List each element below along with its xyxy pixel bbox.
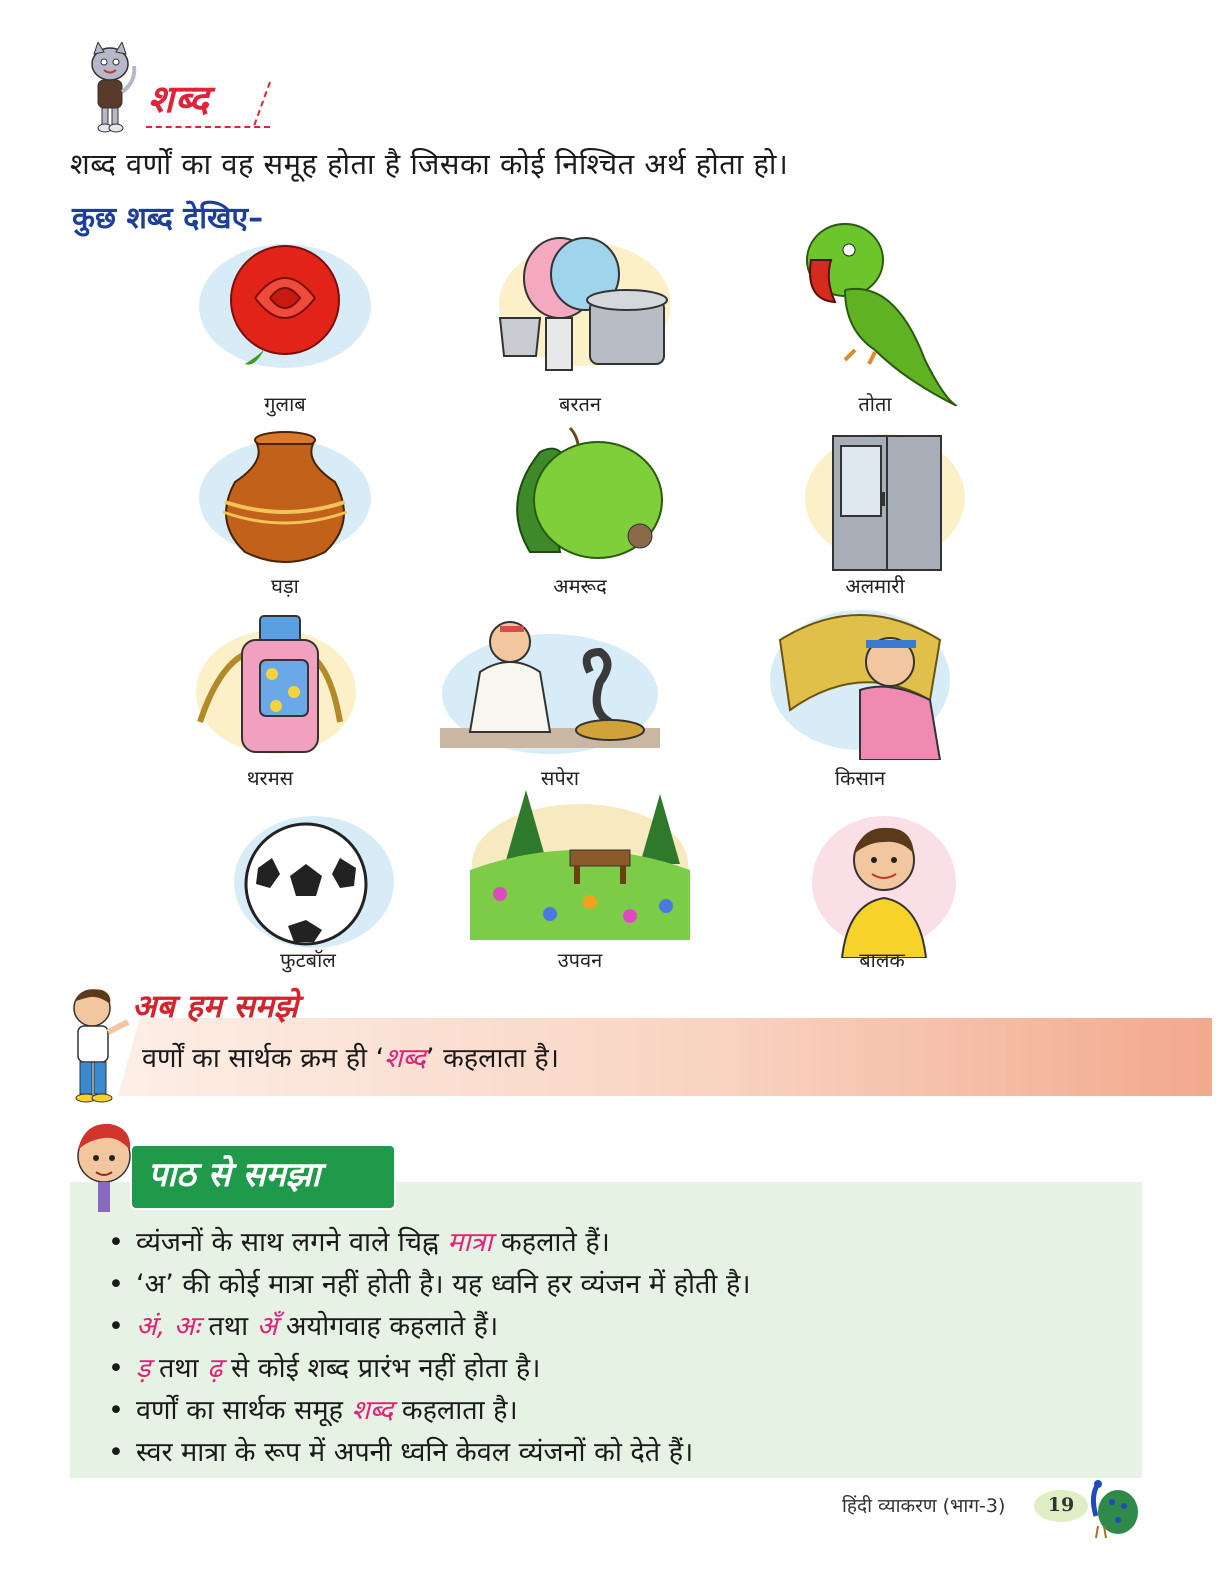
lesson-heading: पाठ से समझा [148,1155,321,1195]
heading-slash-decoration [250,80,274,128]
cat-mascot-icon [78,42,142,134]
statement-text: वर्णों का सार्थक क्रम ही ‘ [142,1043,385,1074]
utensils-icon [490,228,670,378]
word-card-garden [470,790,690,980]
rose-icon [195,228,375,378]
lesson-bullet [108,1432,693,1469]
word-label: तोता [858,392,892,416]
bullet-dot: • [108,1227,124,1258]
peacock-icon [1082,1476,1140,1540]
understand-statement [142,1038,559,1075]
boy-icon [792,808,972,958]
word-label: थरमस [246,766,294,790]
clay-pot-icon [195,422,375,572]
bullet-dot: • [108,1311,124,1342]
football-icon [218,808,398,958]
bullet-highlight: अँ [256,1311,278,1342]
bullet-highlight: मात्रा [447,1227,493,1258]
word-card-utensils [470,228,690,418]
thermos-icon [180,612,360,762]
section-heading: शब्द [148,77,210,121]
word-card-farmer [750,600,970,790]
garden-icon [470,790,690,940]
lesson-bullet [108,1390,518,1427]
bullet-dot: • [108,1353,124,1384]
examples-subheading: कुछ शब्द देखिए– [72,201,264,236]
cupboard-icon [785,422,965,572]
bullet-dot: • [108,1437,124,1468]
snake-charmer-icon [440,612,660,762]
word-card-guava [470,422,690,612]
bullet-text: ‘अ’ की कोई मात्रा नहीं होती है। यह ध्वनि हर व्यंजन में होती है। [136,1269,751,1300]
lesson-bullet [108,1264,751,1301]
bullet-highlight: ढ़ [207,1353,223,1384]
bullet-dot: • [108,1269,124,1300]
guava-icon [490,422,670,572]
bullet-text: व्यंजनों के साथ लगने वाले चिह्न [136,1227,448,1258]
lesson-bullet [108,1348,540,1385]
bullet-highlight: ड़ [136,1353,151,1384]
word-card-cupboard [765,422,985,612]
word-label: किसान [834,766,886,790]
page-number: 19 [1047,1494,1075,1516]
book-title: हिंदी व्याकरण (भाग-3) [842,1495,1006,1517]
statement-highlight: शब्द [384,1043,426,1074]
word-label: बरतन [558,392,602,416]
bullet-text: अयोगवाह कहलाते हैं। [277,1311,499,1342]
word-card-parrot [765,210,985,416]
word-label: बालक [859,948,905,972]
parrot-icon [785,210,965,406]
word-card-boy [772,808,992,998]
word-card-snake-charmer [450,612,670,802]
kid-pointing-icon [62,984,132,1104]
bullet-text: तथा [150,1353,208,1384]
word-label: सपेरा [540,766,580,790]
word-card-rose [175,228,395,418]
bullet-text: से कोई शब्द प्रारंभ नहीं होता है। [222,1353,541,1384]
statement-text: ’ कहलाता है। [425,1043,559,1074]
word-card-football [198,808,418,998]
bullet-text: कहलाते हैं। [492,1227,610,1258]
word-label: अलमारी [845,574,905,598]
bullet-highlight: शब्द [351,1395,394,1426]
understand-heading: अब हम समझे [132,987,299,1025]
word-label: फुटबॉल [280,948,336,972]
bullet-dot: • [108,1395,124,1426]
word-label: घड़ा [271,574,299,598]
bullet-text: तथा [199,1311,257,1342]
lesson-bullet [108,1222,610,1259]
word-card-thermos [160,612,380,802]
bullet-highlight: अं, अः [136,1311,200,1342]
lesson-bullet [108,1306,498,1343]
bullet-text: स्वर मात्रा के रूप में अपनी ध्वनि केवल व्यंजनों को देते हैं। [136,1437,694,1468]
farmer-icon [770,600,950,760]
bullet-text: कहलाता है। [393,1395,518,1426]
definition-text: शब्द वर्णों का वह समूह होता है जिसका कोई निश्चित अर्थ होता हो। [70,147,789,181]
bullet-text: वर्णों का सार्थक समूह [136,1395,352,1426]
word-label: गुलाब [264,392,306,416]
kid-thinking-icon [70,1116,136,1216]
word-card-pot [175,422,395,612]
word-label: अमरूद [553,574,607,598]
word-label: उपवन [557,948,603,972]
